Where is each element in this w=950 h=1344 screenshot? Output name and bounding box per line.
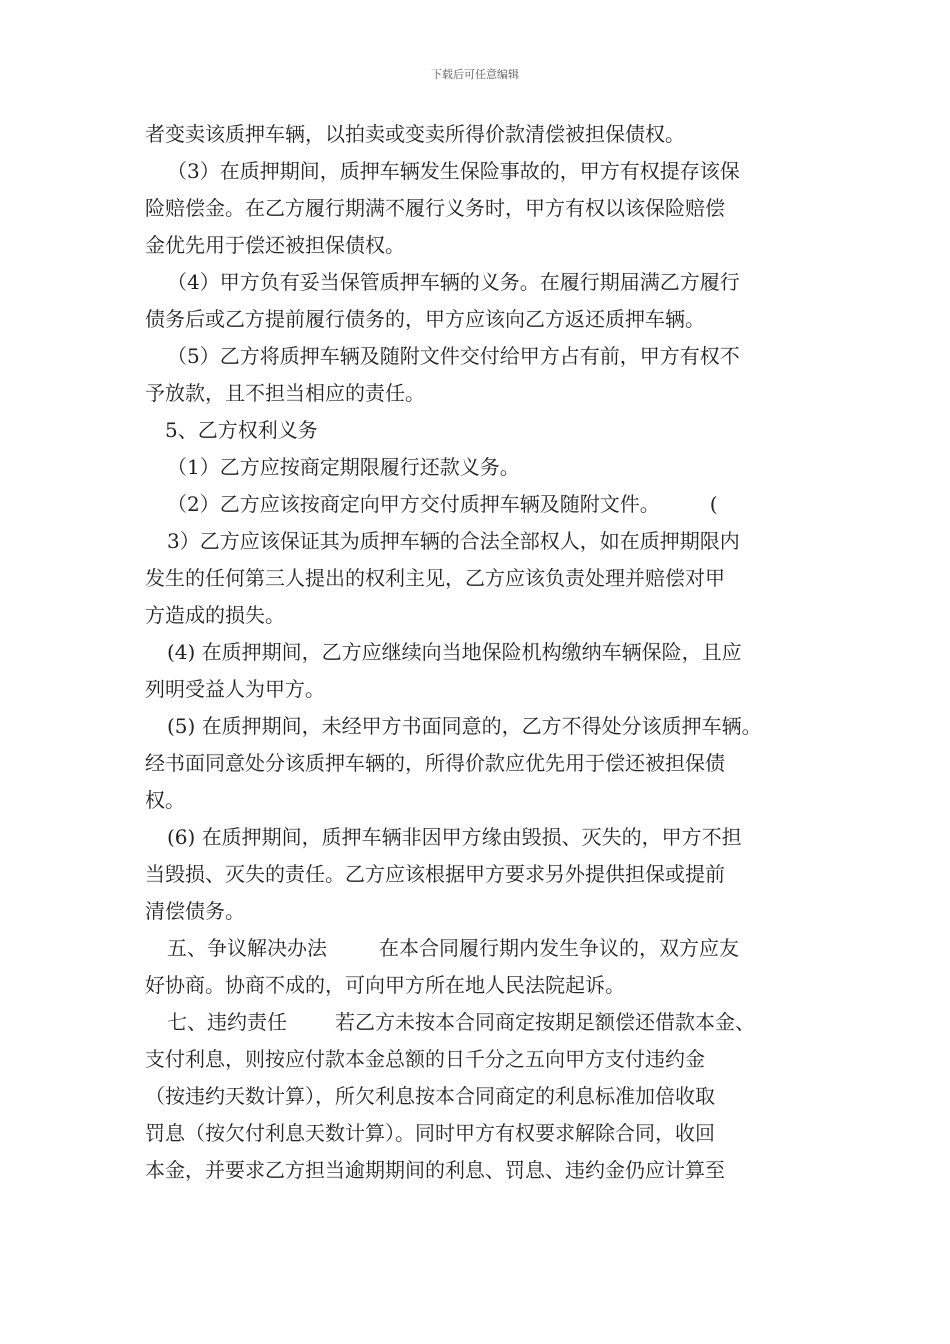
text-segment: 予放款，且不担当相应的责任。 xyxy=(145,381,425,405)
text-line xyxy=(145,227,825,264)
text-line xyxy=(145,708,825,745)
text-segment: （1）乙方应按商定期限履行还款义务。 xyxy=(167,455,520,479)
text-segment: 七、违约责任 xyxy=(167,1010,287,1034)
page-header: 下载后可任意编辑 xyxy=(431,68,519,81)
text-segment: 3）乙方应该保证其为质押车辆的合法全部权人，如在质押期限内 xyxy=(167,529,740,553)
text-segment: （4）甲方负有妥当保管质押车辆的义务。在履行期届满乙方履行 xyxy=(167,270,740,294)
text-segment: （3）在质押期间，质押车辆发生保险事故的，甲方有权提存该保 xyxy=(167,159,740,183)
text-segment: 者变卖该质押车辆，以拍卖或变卖所得价款清偿被担保债权。 xyxy=(145,122,685,146)
text-line xyxy=(145,116,825,153)
text-line xyxy=(145,1004,825,1041)
text-line xyxy=(145,782,825,819)
text-segment: 支付利息，则按应付款本金总额的日千分之五向甲方支付违约金 xyxy=(145,1047,705,1071)
text-line xyxy=(145,301,825,338)
text-line xyxy=(145,338,825,375)
text-line xyxy=(145,523,825,560)
text-segment: 列明受益人为甲方。 xyxy=(145,677,325,701)
text-segment: 5、乙方权利义务 xyxy=(165,418,318,442)
text-line xyxy=(145,819,825,856)
text-segment: 经书面同意处分该质押车辆的，所得价款应优先用于偿还被担保债 xyxy=(145,751,725,775)
text-line xyxy=(145,856,825,893)
text-segment: 方造成的损失。 xyxy=(145,603,285,627)
text-segment: 清偿债务。 xyxy=(145,899,245,923)
text-segment: 五、争议解决办法 xyxy=(167,936,327,960)
text-line xyxy=(145,1078,825,1115)
text-segment: 当毁损、灭失的责任。乙方应该根据甲方要求另外提供担保或提前 xyxy=(145,862,725,886)
text-line xyxy=(145,597,825,634)
text-line xyxy=(145,930,825,967)
text-line xyxy=(145,634,825,671)
text-segment: （按违约天数计算），所欠利息按本合同商定的利息标准加倍收取 xyxy=(145,1084,715,1108)
text-line xyxy=(145,153,825,190)
text-line xyxy=(145,486,825,523)
text-segment: 在本合同履行期内发生争议的，双方应友 xyxy=(379,936,739,960)
text-line xyxy=(145,375,825,412)
text-segment: ( xyxy=(709,492,718,516)
text-segment: 债务后或乙方提前履行债务的，甲方应该向乙方返还质押车辆。 xyxy=(145,307,705,331)
text-segment: （2）乙方应该按商定向甲方交付质押车辆及随附文件。 xyxy=(167,492,660,516)
text-line xyxy=(145,967,825,1004)
text-line xyxy=(145,190,825,227)
text-segment: 若乙方未按本合同商定按期足额偿还借款本金、 xyxy=(335,1010,755,1034)
text-line xyxy=(145,671,825,708)
text-segment: (5) 在质押期间，未经甲方书面同意的，乙方不得处分该质押车辆。 xyxy=(167,714,762,738)
text-segment: 发生的任何第三人提出的权利主见，乙方应该负责处理并赔偿对甲 xyxy=(145,566,725,590)
text-line xyxy=(145,1152,825,1189)
text-line xyxy=(145,264,825,301)
text-segment: （5）乙方将质押车辆及随附文件交付给甲方占有前，甲方有权不 xyxy=(167,344,740,368)
text-segment: 罚息（按欠付利息天数计算）。同时甲方有权要求解除合同，收回 xyxy=(145,1121,715,1145)
text-segment: 本金，并要求乙方担当逾期期间的利息、罚息、违约金仍应计算至 xyxy=(145,1158,725,1182)
text-line xyxy=(145,893,825,930)
text-segment: (4) 在质押期间，乙方应继续向当地保险机构缴纳车辆保险，且应 xyxy=(167,640,742,664)
text-line xyxy=(145,412,825,449)
text-segment: 权。 xyxy=(145,788,185,812)
document-body xyxy=(145,116,825,1189)
text-line xyxy=(145,449,825,486)
text-segment: 好协商。协商不成的，可向甲方所在地人民法院起诉。 xyxy=(145,973,625,997)
text-segment: 金优先用于偿还被担保债权。 xyxy=(145,233,405,257)
text-line xyxy=(145,1115,825,1152)
text-segment: 险赔偿金。在乙方履行期满不履行义务时，甲方有权以该保险赔偿 xyxy=(145,196,725,220)
text-line xyxy=(145,745,825,782)
text-segment: (6) 在质押期间，质押车辆非因甲方缘由毁损、灭失的，甲方不担 xyxy=(167,825,742,849)
text-line xyxy=(145,560,825,597)
text-line xyxy=(145,1041,825,1078)
